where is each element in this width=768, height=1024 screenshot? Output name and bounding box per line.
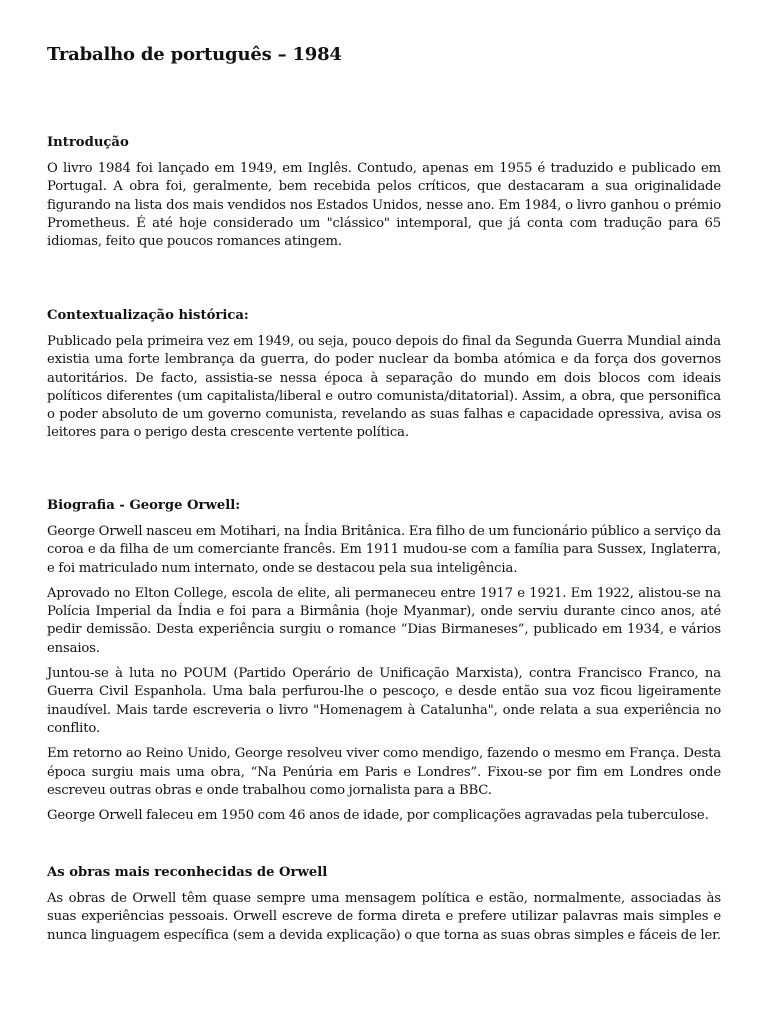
paragraph: Juntou-se à luta no POUM (Partido Operário de Unificação Marxista), contra Francisco Franco, na Guerra Civil Espanhola. Uma bala perfurou-lhe o pescoço, e desde então sua voz ficou ligeiramente inaudível. Mais tarde escreveria o livro "Homenagem à Catalunha", onde relata a sua experiência no conflito. [47, 666, 721, 736]
paragraph: O livro 1984 foi lançado em 1949, em Inglês. Contudo, apenas em 1955 é traduzido e publicado em Portugal. A obra foi, geralmente, bem recebida pelos críticos, que destacaram a sua originalidade figurando na lista dos mais vendidos nos Estados Unidos, nesse ano. Em 1984, o livro ganhou o prémio Prometheus. É até hoje considerado um "clássico" intemporal, que já conta com tradução para 65 idiomas, feito que poucos romances atingem. [47, 161, 721, 250]
section-heading: Contextualização histórica: [47, 308, 249, 323]
section-heading: Biografia - George Orwell: [47, 498, 241, 513]
section-heading: Introdução [47, 135, 129, 150]
paragraph: Aprovado no Elton College, escola de elite, ali permaneceu entre 1917 e 1921. Em 1922, alistou-se na Polícia Imperial da Índia e foi para a Birmânia (hoje Myanmar), onde serviu durante cinco anos, até pedir demissão. Desta experiência surgiu o romance “Dias Birmaneses”, publicado em 1934, e vários ensaios. [47, 585, 721, 656]
section-biografia [47, 497, 721, 832]
paragraph: Em retorno ao Reino Unido, George resolveu viver como mendigo, fazendo o mesmo em França. Desta época surgiu mais uma obra, “Na Penúria em Paris e Londres”. Fixou-se por fim em Londres onde escreveu outras obras e onde trabalhou como jornalista para a BBC. [47, 746, 721, 798]
section-introducao [47, 134, 721, 258]
document-title: Trabalho de português – 1984 [47, 44, 342, 65]
paragraph: Publicado pela primeira vez em 1949, ou seja, pouco depois do final da Segunda Guerra Mundial ainda existia uma forte lembrança da guerra, do poder nuclear da bomba atómica e da força dos governos autoritários. De facto, assistia-se nessa época à separação do mundo em dois blocos com ideais políticos diferentes (um capitalista/liberal e outro comunista/ditatorial). Assim, a obra, que personifica o poder absoluto de um governo comunista, revelando as suas falhas e capacidade opressiva, avisa os leitores para o perigo desta crescente vertente política. [47, 334, 721, 441]
paragraph: George Orwell faleceu em 1950 com 46 anos de idade, por complicações agravadas pela tuberculose. [47, 808, 709, 824]
section-contextualizacao [47, 307, 721, 450]
paragraph: George Orwell nasceu em Motihari, na Índia Britânica. Era filho de um funcionário público a serviço da coroa e da filha de um comerciante francês. Em 1911 mudou-se com a família para Sussex, Inglaterra, e foi matriculado num internato, onde se destacou pela sua inteligência. [47, 524, 721, 576]
section-heading: As obras mais reconhecidas de Orwell [47, 865, 328, 880]
section-obras [47, 864, 721, 952]
paragraph: As obras de Orwell têm quase sempre uma mensagem política e estão, normalmente, associadas às suas experiências pessoais. Orwell escreve de forma direta e prefere utilizar palavras mais simples e nunca linguagem específica (sem a devida explicação) o que torna as suas obras simples e fáceis de ler. [47, 891, 721, 943]
